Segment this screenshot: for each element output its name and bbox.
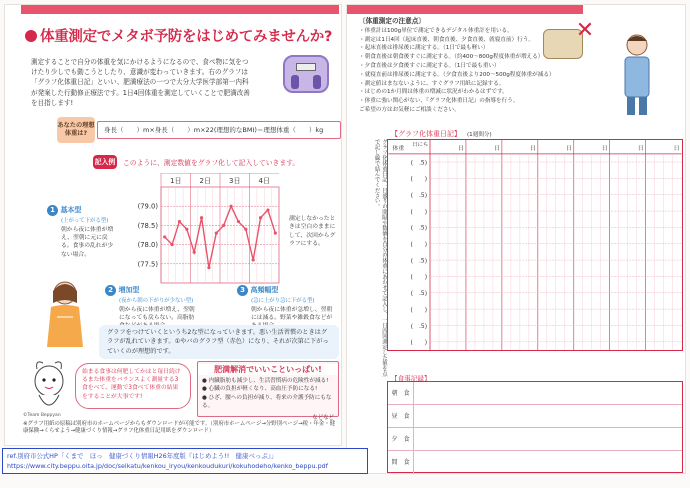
y-tick-label: ( .5) — [410, 257, 428, 265]
graph-advice: グラフをつけていくというち2な型になっていきます。悪い生活習慣のときはグラフが乱れていきます。①やバのグラフ型（赤色）になり、それが次第に下がっていくのが理想的です。 — [99, 325, 339, 359]
weight-point — [193, 251, 196, 254]
reference-url[interactable]: https://www.city.beppu.oita.jp/doc/seikatu/kenkou_iryou/kenkoudukuri/kokuhodeho/kenko_beppu.pdf — [7, 462, 328, 470]
y-tick-label: (78.0) — [137, 241, 158, 250]
download-footnote: ※グラフ用紙の原稿は別府市のホームページからもダウンロードが可能です。（別府市ホームページ→分野別ページ→税・年金・健康保険→くらせよう→健康づくり情報→グラフ化体重日記用紙をダウンロード） — [23, 421, 335, 435]
y-tick-label: ( ) — [410, 273, 428, 281]
type-basic: 1 基本型 (上がって下がる型) 朝から夜に体重が増え、翌朝に元に戻る。食事の乱れが少ない場合。 — [47, 205, 117, 259]
title-bullet-icon — [25, 30, 37, 42]
header-bar — [21, 5, 339, 14]
example-badge: 記入例 — [93, 155, 117, 169]
x-tick-label: 1日 — [170, 177, 182, 185]
reference-box — [2, 448, 368, 474]
mascot-illustration — [25, 359, 73, 417]
number-2-icon: 2 — [105, 285, 116, 296]
benefits-title: 肥満解消でいいこといっぱい! — [198, 364, 338, 375]
type-increase: 2 増加型 (夜から朝の下がりが少ない型) 朝から夜に体重が増え、翌朝になっても戻らない。高脂肪 — [105, 285, 195, 331]
y-tick-label: ( ) — [410, 339, 428, 347]
weight-point — [178, 220, 181, 223]
weight-diary-grid — [387, 139, 683, 351]
y-tick-label: ( ) — [410, 175, 428, 183]
woman-illustration — [35, 277, 97, 353]
right-page — [346, 4, 686, 474]
weight-point — [274, 231, 277, 234]
weight-point — [200, 216, 203, 219]
y-tick-label: ( .5) — [410, 192, 428, 200]
type-high-amplitude: 3 高頻幅型 (急に上がり急に下がる型) 朝から夜に体重が急増し、翌朝には減る。野菜や雑穀食などが — [237, 285, 337, 331]
y-tick-label: ( .5) — [410, 224, 428, 232]
weight-point — [237, 220, 240, 223]
weight-point — [170, 243, 173, 246]
day-label: 日 — [673, 144, 680, 152]
number-1-icon: 1 — [47, 205, 58, 216]
day-label: 日 — [565, 144, 572, 152]
weight-point — [259, 216, 262, 219]
intro-text: 測定することで自分の体重を気にかけるようになるので、食べ物に気をつけたり少しでも動こうとしたり、意識が変わっていきます。右のグラフは「グラフ化体重日記」といい、肥満療法の一つで大分大学医学部第一内科が発案した行動修正療法です。1日4回体重を測定していくことで肥満改善を目指します! — [31, 58, 250, 107]
day-label: 日 — [529, 144, 536, 152]
header-bar-right — [347, 5, 583, 14]
graph-instructions: グラフ化体重日記：目盛りの間隔や数値を自分の体重にあわせて記入し、一日四回測定した値を点で記し線で結んでください。 — [373, 139, 387, 377]
y-tick-label: ( ) — [410, 208, 428, 216]
ideal-weight-formula: 身長（ ）m×身長（ ）m×22(理想的なBMI)＝理想体重（ ）kg — [97, 121, 341, 139]
weight-point — [252, 258, 255, 261]
y-tick-label: ( .5) — [410, 159, 428, 167]
weight-axis-label: 体重 — [392, 144, 405, 152]
number-3-icon: 3 — [237, 285, 248, 296]
meal-row: 朝 食 — [388, 382, 682, 405]
example-weight-chart — [131, 173, 283, 287]
mascot-caption: ©Team Beppyan — [23, 413, 61, 418]
chart-note: 測定しなかったときは空白のままにして、次回からグラフにする。 — [289, 216, 336, 248]
date-axis-label: 日にち — [412, 141, 429, 148]
benefit-item: ● 心臓の負担が軽くなり、高血圧予防になる! — [202, 386, 318, 393]
page-title: 体重測定でメタボ予防をはじめてみませんか? — [25, 25, 337, 46]
cross-icon: ✕ — [575, 18, 595, 43]
y-tick-label: (77.5) — [137, 260, 158, 269]
weight-point — [163, 235, 166, 238]
day-label: 日 — [601, 144, 608, 152]
scale-icon — [283, 55, 329, 93]
weight-point — [222, 224, 225, 227]
y-tick-label: ( .5) — [410, 290, 428, 298]
person-illustration — [609, 31, 665, 119]
graph-diary-title: 【グラフ化体重日記】 (1週間分) — [391, 130, 492, 138]
x-tick-label: 3日 — [229, 177, 241, 185]
reference-title: ref.別府市公式HP「くまで ほっ 健康づくり情報H26年度版『はじめよう!! 健康べっぷ』」 — [7, 452, 278, 460]
ideal-weight-label: あなたの理想体重は? — [57, 117, 95, 143]
meal-row: 間 食 — [388, 451, 682, 474]
weight-point — [207, 266, 210, 269]
x-tick-label: 2日 — [199, 177, 211, 185]
y-tick-label: ( .5) — [410, 322, 428, 330]
benefits-more: などなど — [312, 414, 334, 421]
weight-point — [215, 231, 218, 234]
left-page — [4, 4, 342, 446]
meal-row: 昼 食 — [388, 405, 682, 428]
benefit-item: ● ひざ、腰への負担が減り、将来の介護予防にもなる。 — [202, 394, 332, 410]
benefits-box — [197, 361, 339, 421]
measurement-notes: 〔体重測定の注意点〕 ・体重計は100g単位で測定できるデジタル体重計を用いる。 ・測定は1日4回（起床直後、朝食直後、夕食直後、就寝直前）行う。 ・起床直後は排尿後に測定する。（1日で最も軽い） ・朝食直後は朝食後すぐに測定する。（約400〜800g程度体重が増える） ・夕食直後は夕食後すぐに測定する。（1日で最も重い） ・就寝直前は排尿後に測定する。（夕食直後より200〜500g程度体重が減る） ・測定値はまなないように、すぐグラフ用紙に記録する。 ・はじめの1か月間は体重の増減に状況がわかるはずです。 ・体重に強い関心がない、『グラフ化体重日記』の指導を行う。 ご希望の方はお気軽にご相談ください。 — [359, 17, 555, 113]
weight-point — [229, 205, 232, 208]
x-tick-label: 4日 — [258, 177, 270, 185]
weight-point — [185, 228, 188, 231]
y-tick-label: ( ) — [410, 306, 428, 314]
weight-point — [266, 208, 269, 211]
meal-row: 夕 食 — [388, 428, 682, 451]
mascot-speech: 始まる食事は何肥してかはと毎日続けるまた体重をバランスよく測量する3食をべて、運動で3食べて体重の結果をすることが大事です! — [75, 363, 191, 409]
y-tick-label: (78.5) — [137, 221, 158, 230]
day-label: 日 — [637, 144, 644, 152]
y-tick-label: ( ) — [410, 241, 428, 249]
diet-record-title: 【食事記録】 — [391, 375, 431, 383]
day-label: 日 — [493, 144, 500, 152]
weight-point — [244, 228, 247, 231]
example-description: このように、測定数値をグラフ化して記入していきます。 — [123, 159, 300, 167]
y-tick-label: (79.0) — [137, 202, 158, 211]
benefit-item: ● 内臓脂肪も減少し、生活習慣病の危険性が減る! — [202, 378, 329, 384]
day-label: 日 — [458, 144, 464, 152]
diet-record-table — [387, 381, 683, 473]
